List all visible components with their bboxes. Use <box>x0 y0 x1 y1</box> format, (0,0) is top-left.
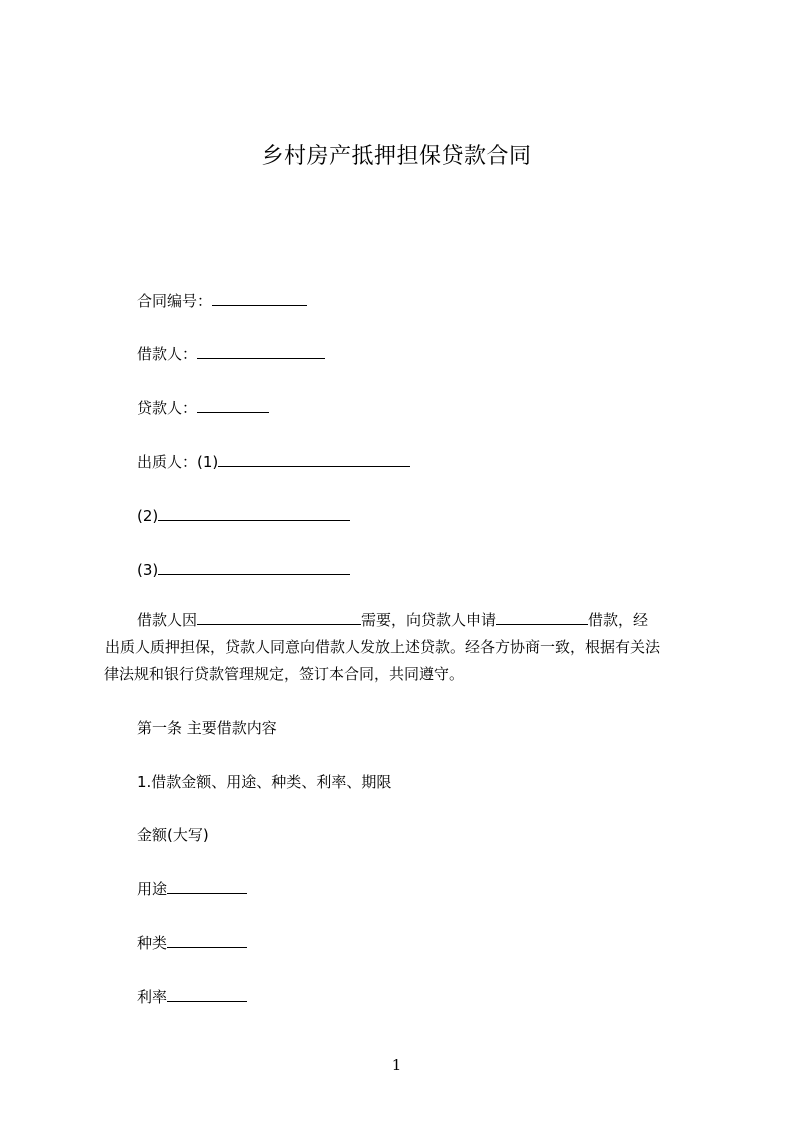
contract-number-line <box>137 290 307 312</box>
borrower-blank[interactable] <box>197 343 325 359</box>
amount-line <box>137 824 209 846</box>
purpose-reason-blank[interactable] <box>197 609 361 625</box>
lender-label: 贷款人： <box>137 399 198 417</box>
purpose-line <box>137 878 247 900</box>
intro-paragraph <box>104 607 704 688</box>
intro-line-1 <box>104 607 704 634</box>
lender-line <box>137 397 269 419</box>
intro-text-c: 借款，经 <box>588 611 649 629</box>
pledger-label: 出质人：(1) <box>137 453 219 471</box>
page-number: 1 <box>391 1056 402 1074</box>
intro-text-b: 需要，向贷款人申请 <box>361 611 497 629</box>
pledger-2-blank[interactable] <box>158 505 350 521</box>
intro-line-2: 出质人质押担保，贷款人同意向借款人发放上述贷款。经各方协商一致，根据有关法 <box>105 638 661 656</box>
pledger-1-blank[interactable] <box>218 451 410 467</box>
borrower-label: 借款人： <box>137 345 198 363</box>
purpose-blank[interactable] <box>167 878 247 894</box>
pledger-3-line <box>137 559 350 581</box>
article-1-heading: 第一条 主要借款内容 <box>137 719 277 737</box>
rate-label: 利率 <box>137 988 168 1006</box>
pledger-3-label: (3) <box>137 561 159 579</box>
type-line <box>137 932 247 954</box>
pledger-2-label: (2) <box>137 507 159 525</box>
intro-text-a: 借款人因 <box>137 611 198 629</box>
contract-number-label: 合同编号： <box>137 292 213 310</box>
amount-label: 金额(大写) <box>137 826 209 844</box>
rate-blank[interactable] <box>167 986 247 1002</box>
pledger-1-line <box>137 451 410 473</box>
contract-number-blank[interactable] <box>212 290 307 306</box>
contract-title: 乡村房产抵押担保贷款合同 <box>261 144 532 169</box>
loan-amount-blank[interactable] <box>496 609 588 625</box>
lender-blank[interactable] <box>197 397 269 413</box>
pledger-2-line <box>137 505 350 527</box>
type-blank[interactable] <box>167 932 247 948</box>
borrower-line <box>137 343 325 365</box>
rate-line <box>137 986 247 1008</box>
purpose-label: 用途 <box>137 880 168 898</box>
intro-line-3: 律法规和银行贷款管理规定，签订本合同，共同遵守。 <box>104 665 465 683</box>
pledger-3-blank[interactable] <box>158 559 350 575</box>
type-label: 种类 <box>137 934 168 952</box>
article-1-item-1: 1.借款金额、用途、种类、利率、期限 <box>137 773 392 791</box>
